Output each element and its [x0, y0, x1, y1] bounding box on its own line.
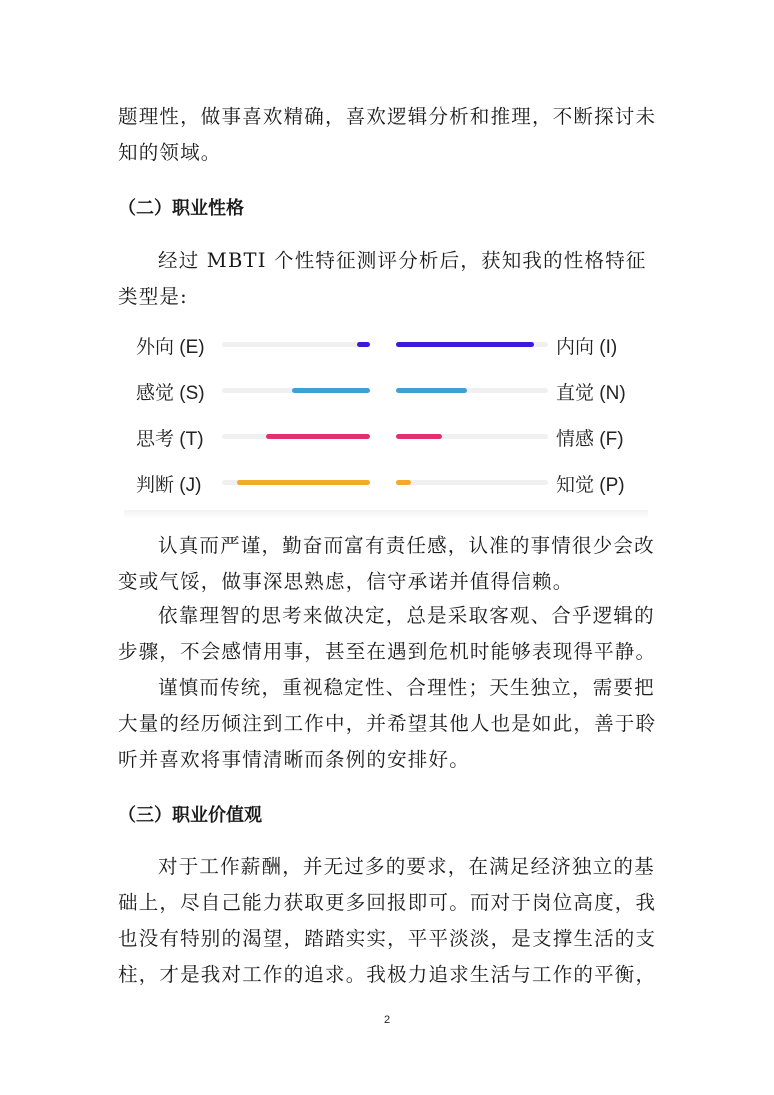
paragraph-values: 对于工作薪酬，并无过多的要求，在满足经济独立的基础上，尽自己能力获取更多回报即可。而对于岗位高度，我也没有特别的渴望，踏踏实实，平平淡淡，是支撑生活的支柱，才是我对工作的追求。我极力追求生活与工作的平衡， [118, 855, 657, 986]
mbti-label-left: 思考 (T) [136, 429, 204, 450]
mbti-label-left: 外向 (E) [136, 337, 205, 358]
mbti-bar-right [396, 480, 411, 485]
section-heading-career-values: （三）职业价值观 [118, 805, 262, 826]
mbti-bar-left [292, 388, 370, 393]
mbti-bar-left [237, 480, 370, 485]
section-heading-career-personality: （二）职业性格 [118, 198, 244, 219]
mbti-label-right: 内向 (I) [556, 337, 618, 358]
mbti-track-left [222, 342, 370, 347]
paragraph-intro-continued: 题理性，做事喜欢精确，喜欢逻辑分析和推理，不断探讨未知的领域。 [118, 105, 657, 164]
mbti-bar-right [396, 342, 534, 347]
mbti-bar-right [396, 434, 442, 439]
mbti-track-left [222, 434, 370, 439]
paragraph-trait-2: 依靠理智的思考来做决定，总是采取客观、合乎逻辑的步骤，不会感情用事，甚至在遇到危机时能够表现得平静。 [118, 604, 657, 663]
mbti-track-right [396, 434, 548, 439]
mbti-label-left: 感觉 (S) [136, 383, 205, 404]
mbti-row-sn [124, 368, 648, 414]
mbti-label-left: 判断 (J) [136, 475, 202, 496]
mbti-bar-left [266, 434, 370, 439]
mbti-track-right [396, 480, 548, 485]
mbti-row-ei [124, 322, 648, 368]
mbti-label-right: 知觉 (P) [556, 475, 625, 496]
mbti-row-tf [124, 414, 648, 460]
mbti-track-right [396, 388, 548, 393]
mbti-label-right: 直觉 (N) [556, 383, 626, 404]
page-number: 2 [383, 1014, 391, 1026]
mbti-result-chart [124, 322, 648, 518]
mbti-row-jp [124, 460, 648, 506]
mbti-track-left [222, 388, 370, 393]
paragraph-mbti-intro: 经过 MBTI 个性特征测评分析后，获知我的性格特征类型是: [118, 249, 647, 308]
mbti-bar-left [357, 342, 370, 347]
paragraph-trait-3: 谨慎而传统，重视稳定性、合理性；天生独立，需要把大量的经历倾注到工作中，并希望其他人也是如此，善于聆听并喜欢将事情清晰而条例的安排好。 [118, 676, 657, 771]
mbti-label-right: 情感 (F) [556, 429, 624, 450]
mbti-track-right [396, 342, 548, 347]
chart-bottom-shadow [124, 510, 648, 519]
mbti-track-left [222, 480, 370, 485]
paragraph-trait-1: 认真而严谨，勤奋而富有责任感，认准的事情很少会改变或气馁，做事深思熟虑，信守承诺并值得信赖。 [118, 534, 655, 593]
mbti-bar-right [396, 388, 467, 393]
